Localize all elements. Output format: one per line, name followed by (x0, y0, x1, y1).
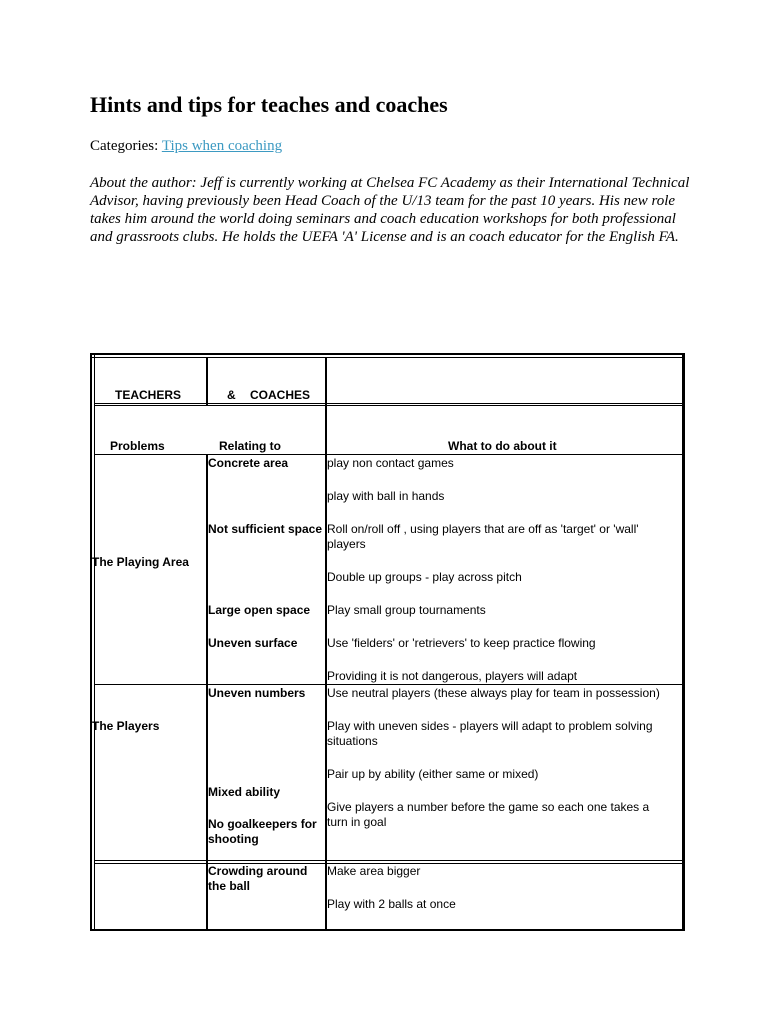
category-link[interactable]: Tips when coaching (161, 138, 283, 154)
header-relating: Relating to (219, 439, 281, 453)
action-item: Play small group tournaments (327, 603, 486, 617)
relating-item: Crowding around the ball (208, 864, 308, 893)
categories (90, 138, 282, 155)
header-teachers: TEACHERS (115, 388, 182, 402)
relating-item: No goalkeepers for shooting (208, 817, 317, 846)
categories-label: Categories: (90, 138, 159, 154)
relating-item: Not sufficient space (208, 522, 323, 536)
relating-item: Large open space (208, 603, 311, 617)
about-author: About the author: Jeff is currently working at Chelsea FC Academy as their International Technical Advisor, having previously been Head Coach of the U/13 team for the past 10 years. His new role takes him around the world doing seminars and coach education workshops for both professional and grassroots clubs. He holds the UEFA 'A' License and is an coach educator for the English FA. (90, 175, 690, 245)
action-item: Play with 2 balls at once (327, 897, 456, 911)
action-item: Double up groups - play across pitch (327, 570, 522, 584)
relating-item: Uneven surface (208, 636, 298, 650)
page-title: Hints and tips for teaches and coaches (90, 92, 448, 117)
action-item: Make area bigger (327, 864, 421, 878)
relating-item: Concrete area (208, 456, 289, 470)
relating-item: Uneven numbers (208, 686, 306, 700)
header-coaches: COACHES (250, 388, 311, 402)
action-item: Roll on/roll off , using players that are off as 'target' or 'wall' players (327, 522, 639, 551)
problem-players: The Players (92, 719, 160, 733)
action-item: Use neutral players (these always play for team in possession) (327, 686, 660, 700)
action-item: Pair up by ability (either same or mixed) (327, 767, 539, 781)
relating-item: Mixed ability (208, 785, 281, 799)
problem-playing-area: The Playing Area (92, 555, 189, 569)
header-problems: Problems (110, 439, 165, 453)
action-item: play non contact games (327, 456, 454, 470)
action-item: Play with uneven sides - players will adapt to problem solving situations (327, 719, 653, 748)
action-item: Give players a number before the game so each one takes a turn in goal (327, 800, 650, 829)
action-item: Use 'fielders' or 'retrievers' to keep practice flowing (327, 636, 596, 650)
action-item: Providing it is not dangerous, players will adapt (327, 669, 578, 683)
header-what: What to do about it (448, 439, 557, 453)
coaching-table (90, 353, 685, 931)
action-item: play with ball in hands (327, 489, 445, 503)
header-ampersand: & (227, 388, 236, 402)
